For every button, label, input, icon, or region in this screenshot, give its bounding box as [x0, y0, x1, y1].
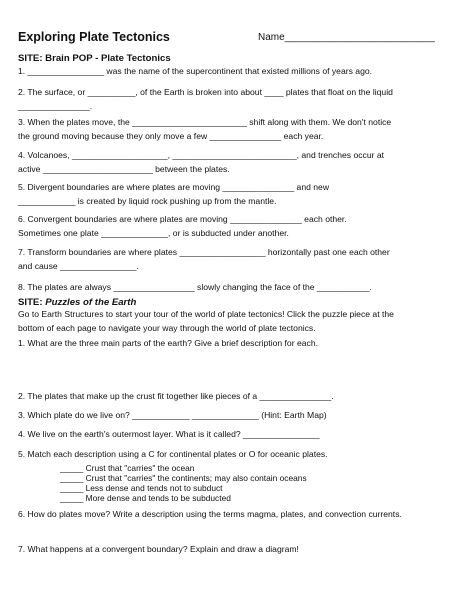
- puzzle-question-6: 6. How do plates move? Write a description using the terms magma, plates, and convection currents.: [18, 509, 402, 519]
- question-1: 1. ________________ was the name of the supercontinent that existed millions of years ago.: [18, 66, 373, 76]
- puzzle-question-4: 4. We live on the earth's outermost layer. What is it called? ________________: [18, 429, 320, 439]
- question-4: 4. Volcanoes, ____________________, __________________________, and trenches occur at active _______________________ between the plates.: [18, 150, 385, 174]
- question-2: 2. The surface, or __________, of the Earth is broken into about ____ plates that float on the liquid _______________.: [18, 87, 393, 111]
- section-heading-brainpop: SITE: Brain POP - Plate Tectonics: [18, 53, 171, 64]
- page-title: Exploring Plate Tectonics: [18, 30, 170, 44]
- puzzle-question-5: 5. Match each description using a C for continental plates or O for oceanic plates.: [18, 449, 328, 459]
- section-heading-puzzles: SITE: Puzzles of the Earth: [18, 297, 137, 308]
- match-item-1: _____ Crust that "carries" the ocean: [60, 463, 195, 473]
- question-7: 7. Transform boundaries are where plates __________________ horizontally past one each other and cause ________________.: [18, 247, 390, 271]
- question-8: 8. The plates are always _________________ slowly changing the face of the ___________.: [18, 282, 372, 292]
- question-6: 6. Convergent boundaries are where plates are moving _______________ each other. Sometimes one plate ______________, or is subducted under another.: [18, 214, 347, 238]
- puzzle-question-1: 1. What are the three main parts of the earth? Give a brief description for each.: [18, 338, 318, 348]
- match-item-2: _____ Crust that "carries" the continents; may also contain oceans: [60, 473, 307, 483]
- puzzle-question-7: 7. What happens at a convergent boundary? Explain and draw a diagram!: [18, 544, 299, 554]
- puzzles-intro: Go to Earth Structures to start your tour of the world of plate tectonics! Click the puzzle piece at the bottom of each page to navigate your way through the world of plate tectonics.: [18, 309, 394, 333]
- question-5: 5. Divergent boundaries are where plates are moving _______________ and new ____________ is created by liquid rock pushing up from the mantle.: [18, 182, 330, 206]
- name-line: Name___________________________: [258, 32, 435, 43]
- match-item-4: _____ More dense and tends to be subducted: [60, 493, 231, 503]
- question-3: 3. When the plates move, the ________________________ shift along with them. We don't notice the ground moving because they only move a few _______________ each year.: [18, 117, 392, 141]
- match-item-3: _____ Less dense and tends not to subduct: [60, 483, 223, 493]
- puzzle-question-2: 2. The plates that make up the crust fit together like pieces of a _______________.: [18, 391, 334, 401]
- puzzle-question-3: 3. Which plate do we live on? ____________ ______________ (Hint: Earth Map): [18, 410, 327, 420]
